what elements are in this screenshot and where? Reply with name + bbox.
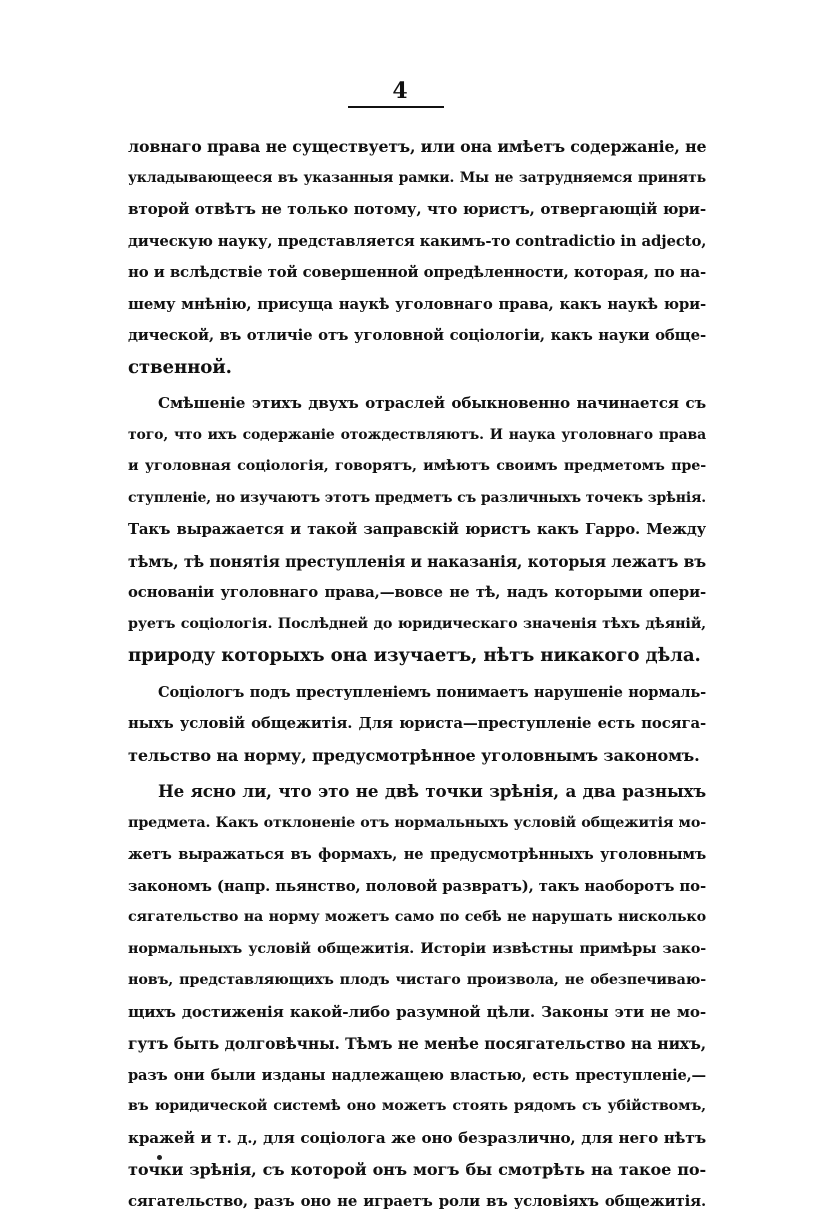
text-line: щихъ достиженія какой-либо разумной цѣли. Законы эти не мо-	[128, 997, 706, 1029]
text-line: ныхъ условій общежитія. Для юриста—преступленіе есть посяга-	[128, 708, 706, 740]
text-line: и уголовная соціологія, говорятъ, имѣютъ своимъ предметомъ пре-	[128, 451, 706, 483]
text-line: гутъ быть долговѣчны. Тѣмъ не менѣе посягательство на нихъ,	[128, 1028, 706, 1060]
text-line: въ юридической системѣ оно можетъ стоять рядомъ съ убійствомъ,	[128, 1091, 706, 1123]
text-line: Такъ выражается и такой заправскій юристъ какъ Гарро. Между	[128, 514, 706, 546]
text-line: новъ, представляющихъ плодъ чистаго произвола, не обезпечиваю-	[128, 965, 706, 997]
paragraph	[128, 388, 706, 672]
text-line: ловнаго права не существуетъ, или она имѣетъ содержаніе, не	[128, 131, 706, 163]
text-line: предмета. Какъ отклоненіе отъ нормальныхъ условій общежитія мо-	[128, 808, 706, 840]
text-line: укладывающееся въ указанныя рамки. Мы не затрудняемся принять	[128, 163, 706, 195]
text-line: кражей и т. д., для соціолога же оно безразлично, для него нѣтъ	[128, 1123, 706, 1155]
text-line: но и вслѣдствіе той совершенной опредѣленности, которая, по на-	[128, 257, 706, 289]
paragraph	[128, 776, 706, 1217]
text-line: Смѣшеніе этихъ двухъ отраслей обыкновенно начинается съ	[128, 388, 706, 420]
text-line: того, что ихъ содержаніе отождествляютъ. И наука уголовнаго права	[128, 420, 706, 452]
page-number: 4	[0, 78, 800, 104]
text-body	[128, 131, 706, 1217]
text-line: дическую науку, представляется какимъ-то contradictio in adjecto,	[128, 226, 706, 258]
paragraph	[128, 677, 706, 772]
text-line: руетъ соціологія. Послѣдней до юридическаго значенія тѣхъ дѣяній,	[128, 609, 706, 641]
text-line: шему мнѣнію, присуща наукѣ уголовнаго права, какъ наукѣ юри-	[128, 289, 706, 321]
text-line: тельство на норму, предусмотрѣнное уголовнымъ закономъ.	[128, 740, 706, 772]
text-line: нормальныхъ условій общежитія. Исторіи извѣстны примѣры зако-	[128, 934, 706, 966]
text-line: тѣмъ, тѣ понятія преступленія и наказанія, которыя лежатъ въ	[128, 546, 706, 578]
text-line: Соціологъ подъ преступленіемъ понимаетъ нарушеніе нормаль-	[128, 677, 706, 709]
text-line: второй отвѣтъ не только потому, что юристъ, отвергающій юри-	[128, 194, 706, 226]
text-line: ственной.	[128, 352, 706, 384]
text-line: разъ они были изданы надлежащею властью, есть преступленіе,—	[128, 1060, 706, 1092]
text-line: точки зрѣнія, съ которой онъ могъ бы смотрѣть на такое по-	[128, 1154, 706, 1186]
text-line: закономъ (напр. пьянство, половой развратъ), такъ наоборотъ по-	[128, 871, 706, 903]
print-speck	[157, 1155, 162, 1160]
paragraph	[128, 131, 706, 383]
text-line: основаніи уголовнаго права,—вовсе не тѣ, надъ которыми опери-	[128, 577, 706, 609]
header-rule	[348, 106, 444, 108]
text-line: Не ясно ли, что это не двѣ точки зрѣнія, а два разныхъ	[128, 776, 706, 808]
text-line: жетъ выражаться въ формахъ, не предусмотрѣнныхъ уголовнымъ	[128, 839, 706, 871]
text-line: сягательство, разъ оно не играетъ роли въ условіяхъ общежитія.	[128, 1186, 706, 1217]
text-line: сягательство на норму можетъ само по себѣ не нарушать нисколько	[128, 902, 706, 934]
text-line: природу которыхъ она изучаетъ, нѣтъ никакого дѣла.	[128, 640, 706, 672]
text-line: дической, въ отличіе отъ уголовной соціологіи, какъ науки обще-	[128, 320, 706, 352]
text-line: ступленіе, но изучаютъ этотъ предметъ съ различныхъ точекъ зрѣнія.	[128, 483, 706, 515]
